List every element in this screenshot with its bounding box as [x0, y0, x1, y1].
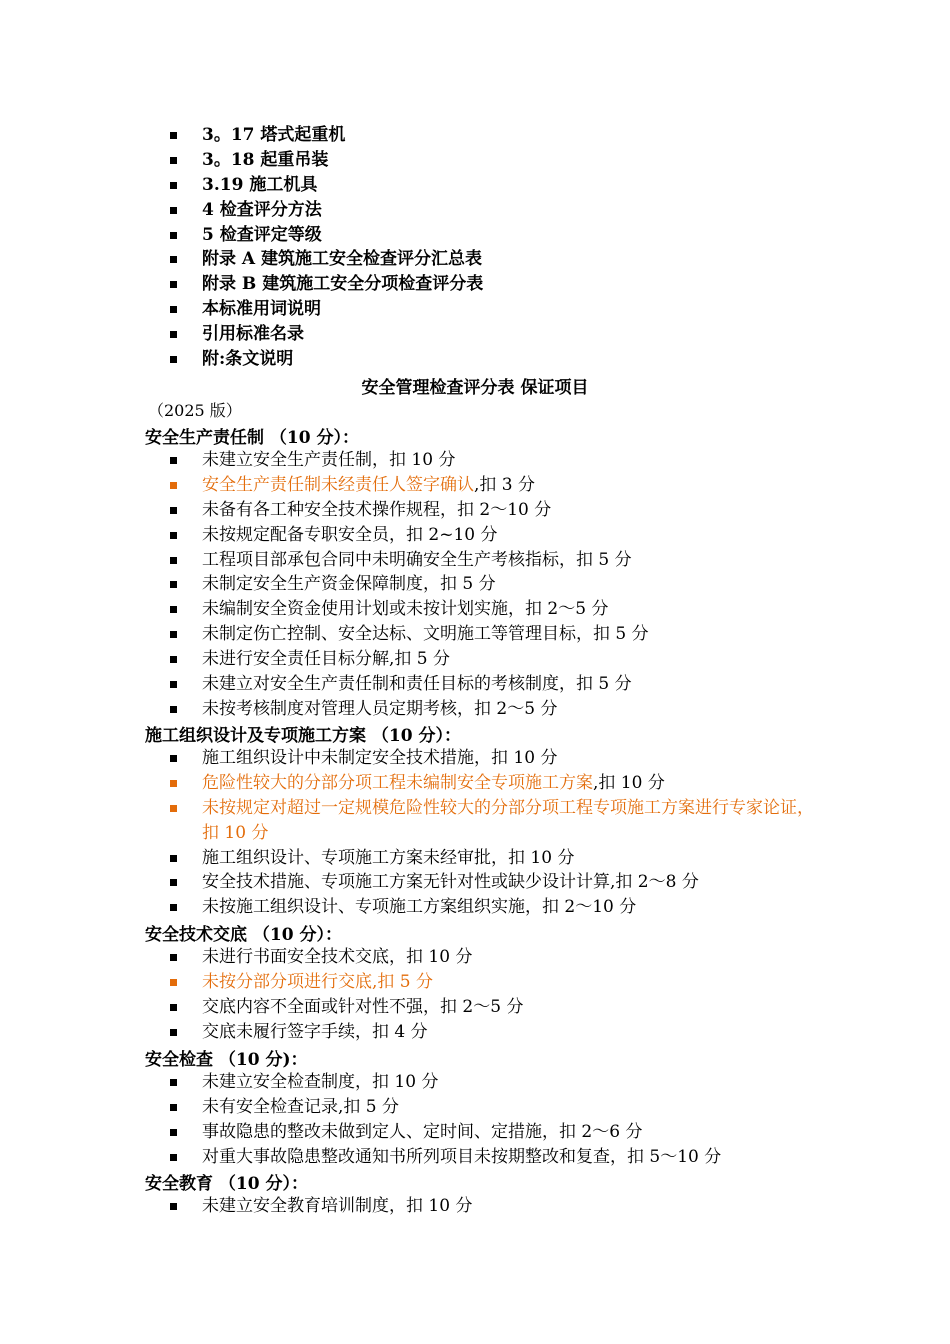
section-heading: 安全教育 （10 分）：	[145, 1174, 308, 1194]
bullet-icon	[170, 581, 177, 588]
bullet-icon	[170, 207, 177, 214]
list-item	[170, 796, 870, 846]
list-item-text: 安全技术措施、专项施工方案无针对性或缺少设计计算,扣 2～8 分	[202, 872, 699, 893]
bullet-icon	[170, 904, 177, 911]
list-item-text: 未按施工组织设计、专项施工方案组织实施，扣 2～10 分	[202, 897, 637, 918]
bullet-icon	[170, 507, 177, 514]
list-item	[170, 622, 870, 647]
list-item	[170, 995, 870, 1020]
list-item	[170, 697, 870, 722]
bullet-icon	[170, 182, 177, 189]
toc-item-label: 3。18 起重吊装	[202, 149, 329, 170]
list-item	[170, 523, 870, 548]
bullet-icon	[170, 805, 177, 812]
bullet-icon	[170, 879, 177, 886]
list-item-text: 未按规定配备专职安全员，扣 2~10 分	[202, 524, 498, 545]
toc-item	[170, 148, 870, 173]
list-item	[170, 647, 870, 672]
section-heading: 安全生产责任制 （10 分）：	[145, 428, 359, 448]
highlight-text: 未按分部分项进行交底,扣 5 分	[202, 971, 434, 992]
bullet-icon	[170, 1203, 177, 1210]
list-item-text: 交底内容不全面或针对性不强，扣 2～5 分	[202, 996, 524, 1017]
list-item-text: 未建立安全生产责任制，扣 10 分	[202, 450, 456, 470]
list-item-text: 施工组织设计中未制定安全技术措施，扣 10 分	[202, 748, 558, 768]
bullet-icon	[170, 631, 177, 638]
list-item-text: 未建立安全检查制度，扣 10 分	[202, 1072, 439, 1092]
list-item-text: 未编制安全资金使用计划或未按计划实施，扣 2～5 分	[202, 599, 609, 620]
list-item-text: 未建立对安全生产责任制和责任目标的考核制度，扣 5 分	[202, 674, 632, 695]
bullet-icon	[170, 656, 177, 663]
list-item	[170, 1095, 870, 1120]
toc-item-label: 3。17 塔式起重机	[202, 125, 346, 145]
bullet-icon	[170, 482, 177, 489]
list-item	[170, 1070, 870, 1095]
toc-item-label: 本标准用词说明	[202, 299, 321, 320]
edition-label: （2025 版）	[148, 401, 242, 420]
list-item-text: 未备有各工种安全技术操作规程，扣 2～10 分	[202, 499, 552, 520]
list-item	[170, 746, 870, 771]
bullet-icon	[170, 954, 177, 961]
list-item-text: 未按考核制度对管理人员定期考核，扣 2～5 分	[202, 698, 558, 719]
toc-item-label: 附录 A 建筑施工安全检查评分汇总表	[202, 249, 483, 270]
section-heading: 安全技术交底 （10 分）：	[145, 925, 342, 945]
bullet-icon	[170, 1129, 177, 1136]
toc-item	[170, 123, 870, 148]
bullet-icon	[170, 979, 177, 986]
list-item-text	[202, 473, 535, 498]
list-item	[170, 1145, 870, 1170]
bullet-icon	[170, 1004, 177, 1011]
bullet-icon	[170, 331, 177, 338]
highlight-text: 安全生产责任制未经责任人签字确认	[202, 474, 474, 495]
toc-item	[170, 297, 870, 322]
bullet-icon	[170, 157, 177, 164]
list-item-text: 未有安全检查记录,扣 5 分	[202, 1096, 400, 1117]
list-item	[170, 672, 870, 697]
list-item	[170, 870, 870, 895]
list-item	[170, 771, 870, 796]
bullet-icon	[170, 457, 177, 464]
list-item	[170, 548, 870, 573]
toc-item-label: 引用标准名录	[202, 324, 304, 345]
list-item	[170, 597, 870, 622]
bullet-icon	[170, 1079, 177, 1086]
section-items	[170, 1194, 870, 1219]
bullet-icon	[170, 306, 177, 313]
list-item-text: 工程项目部承包合同中未明确安全生产考核指标，扣 5 分	[202, 549, 632, 570]
list-item	[170, 1020, 870, 1045]
list-item	[170, 1120, 870, 1145]
list-item-text	[202, 771, 665, 796]
list-item	[170, 473, 870, 498]
list-item-text: 未制定安全生产资金保障制度，扣 5 分	[202, 574, 496, 595]
toc-item	[170, 247, 870, 272]
list-item-text: 未建立安全教育培训制度，扣 10 分	[202, 1196, 473, 1216]
plain-text: ,扣 10 分	[593, 772, 665, 793]
bullet-icon	[170, 557, 177, 564]
section-items	[170, 1070, 870, 1170]
toc-item-label: 附录 B 建筑施工安全分项检查评分表	[202, 274, 484, 295]
list-item-text: 交底未履行签字手续，扣 4 分	[202, 1021, 428, 1042]
section-heading: 施工组织设计及专项施工方案 （10 分）：	[145, 726, 461, 746]
highlight-text: 未按规定对超过一定规模危险性较大的分部分项工程专项施工方案进行专家论证，扣 10 分	[202, 797, 814, 843]
bullet-icon	[170, 681, 177, 688]
plain-text: ,扣 3 分	[474, 474, 536, 495]
toc-item-label: 4 检查评分方法	[202, 199, 322, 220]
list-item-text: 未制定伤亡控制、安全达标、文明施工等管理目标，扣 5 分	[202, 624, 649, 645]
toc-item-label: 3.19 施工机具	[202, 174, 318, 195]
list-item	[170, 846, 870, 871]
section-items	[170, 448, 870, 722]
list-item	[170, 498, 870, 523]
toc-item	[170, 347, 870, 372]
bullet-icon	[170, 755, 177, 762]
toc-item	[170, 322, 870, 347]
list-item	[170, 895, 870, 920]
bullet-icon	[170, 1104, 177, 1111]
section-heading: 安全检查 （10 分)：	[145, 1050, 308, 1070]
section-items	[170, 746, 870, 920]
bullet-icon	[170, 855, 177, 862]
bullet-icon	[170, 606, 177, 613]
bullet-icon	[170, 780, 177, 787]
toc-item	[170, 223, 870, 248]
list-item	[170, 970, 870, 995]
list-item	[170, 572, 870, 597]
bullet-icon	[170, 256, 177, 263]
bullet-icon	[170, 281, 177, 288]
bullet-icon	[170, 132, 177, 139]
bullet-icon	[170, 706, 177, 713]
list-item-text: 未进行安全责任目标分解,扣 5 分	[202, 649, 451, 670]
list-item-text: 施工组织设计、专项施工方案未经审批，扣 10 分	[202, 847, 575, 868]
list-item	[170, 945, 870, 970]
table-of-contents	[170, 123, 870, 372]
toc-item	[170, 272, 870, 297]
toc-item	[170, 173, 870, 198]
bullet-icon	[170, 232, 177, 239]
section-items	[170, 945, 870, 1045]
bullet-icon	[170, 532, 177, 539]
bullet-icon	[170, 356, 177, 363]
toc-item-label: 附:条文说明	[202, 349, 294, 370]
list-item	[170, 448, 870, 473]
bullet-icon	[170, 1029, 177, 1036]
toc-item	[170, 198, 870, 223]
bullet-icon	[170, 1154, 177, 1161]
table-title: 安全管理检查评分表 保证项目	[361, 378, 589, 398]
list-item-text: 未进行书面安全技术交底，扣 10 分	[202, 947, 473, 967]
list-item-text: 对重大事故隐患整改通知书所列项目未按期整改和复查，扣 5～10 分	[202, 1146, 722, 1167]
highlight-text: 危险性较大的分部分项工程未编制安全专项施工方案	[202, 772, 593, 793]
list-item	[170, 1194, 870, 1219]
list-item-text: 事故隐患的整改未做到定人、定时间、定措施，扣 2～6 分	[202, 1121, 643, 1142]
toc-item-label: 5 检查评定等级	[202, 224, 322, 245]
